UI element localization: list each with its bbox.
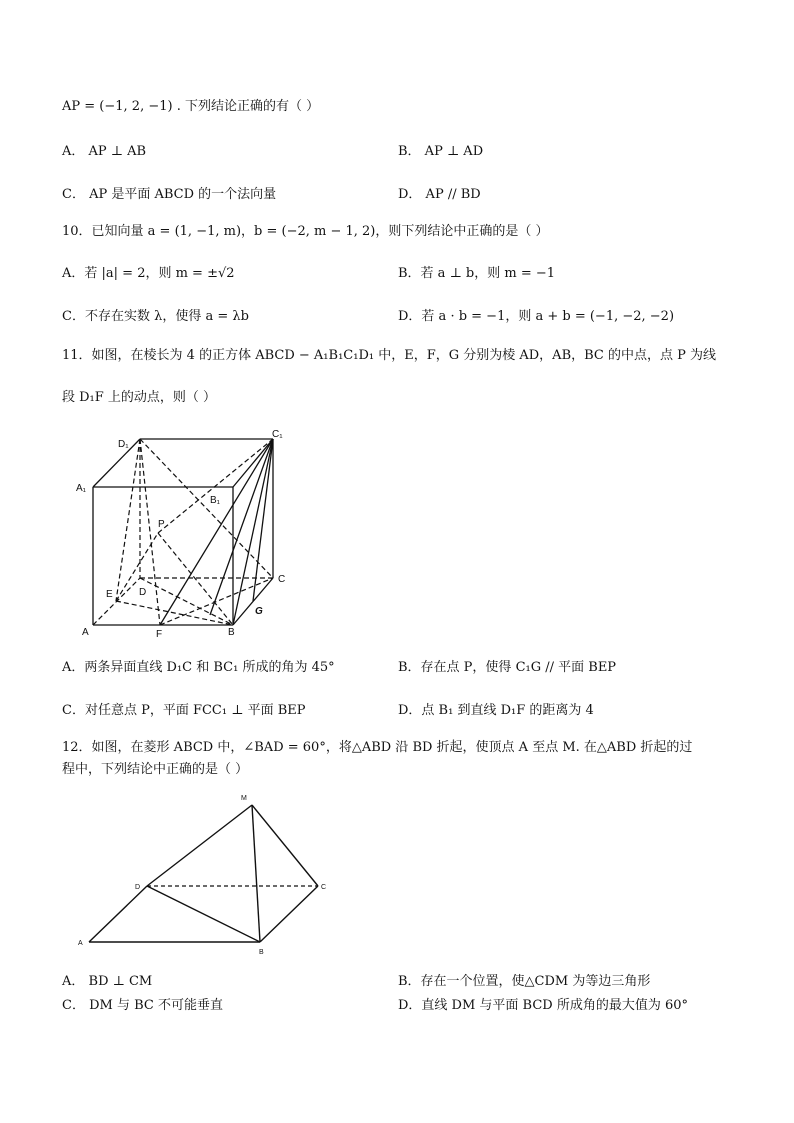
- q10-option-d: D．若 a · b = −1，则 a + b = (−1, −2, −2): [398, 309, 675, 324]
- q11-stem-line2: 段 D₁F 上的动点，则（ ）: [62, 390, 217, 405]
- rhombus-fold-figure: [75, 790, 335, 960]
- label-d1: D₁: [118, 439, 129, 450]
- q12-option-b: B．存在一个位置，使△CDM 为等边三角形: [398, 974, 651, 989]
- label-c1: C₁: [272, 429, 283, 440]
- label-b1: B₁: [210, 495, 221, 506]
- q9-stem: AP = (−1, 2, −1) . 下列结论正确的有（ ）: [62, 99, 320, 114]
- q9-option-b: B． AP ⊥ AD: [398, 144, 484, 159]
- q10-stem: 10．已知向量 a = (1, −1, m)，b = (−2, m − 1, 2)，则下列结论中正确的是（ ）: [62, 224, 549, 239]
- q10-option-a: A．若 |a| = 2，则 m = ±√2: [62, 266, 235, 281]
- label-f: F: [156, 629, 163, 640]
- q11-option-c: C．对任意点 P，平面 FCC₁ ⊥ 平面 BEP: [62, 703, 306, 718]
- label-a: A: [78, 940, 83, 947]
- label-c: C: [321, 884, 327, 891]
- label-d: D: [135, 884, 141, 891]
- q12-stem-line1: 12．如图，在菱形 ABCD 中，∠BAD = 60°，将△ABD 沿 BD 折起，使顶点 A 至点 M. 在△ABD 折起的过: [62, 740, 693, 755]
- q10-option-c: C．不存在实数 λ，使得 a = λb: [62, 309, 249, 324]
- label-e: E: [106, 589, 113, 600]
- q12-option-a: A． BD ⊥ CM: [62, 974, 153, 989]
- q11-stem-line1: 11．如图，在棱长为 4 的正方体 ABCD − A₁B₁C₁D₁ 中，E，F，G 分别为棱 AD，AB，BC 的中点，点 P 为线: [62, 348, 717, 363]
- label-a1: A₁: [76, 483, 87, 494]
- label-d: D: [139, 587, 147, 598]
- label-p: P: [158, 519, 165, 530]
- label-b: B: [228, 627, 235, 638]
- label-a: A: [82, 627, 89, 638]
- q9-option-a: A． AP ⊥ AB: [62, 144, 147, 159]
- label-b: B: [259, 949, 264, 956]
- q10-option-b: B．若 a ⊥ b，则 m = −1: [398, 266, 556, 281]
- q12-option-d: D．直线 DM 与平面 BCD 所成角的最大值为 60°: [398, 998, 689, 1013]
- q12-option-c: C． DM 与 BC 不可能垂直: [62, 998, 223, 1013]
- cube-figure: [60, 425, 300, 647]
- label-m: M: [241, 795, 247, 802]
- label-c: C: [278, 574, 286, 585]
- label-g: G: [255, 606, 263, 617]
- q9-option-c: C． AP 是平面 ABCD 的一个法向量: [62, 187, 277, 202]
- q9-option-d: D． AP // BD: [398, 187, 481, 202]
- q11-option-a: A．两条异面直线 D₁C 和 BC₁ 所成的角为 45°: [62, 660, 335, 675]
- q11-option-b: B．存在点 P，使得 C₁G // 平面 BEP: [398, 660, 617, 675]
- q12-stem-line2: 程中，下列结论中正确的是（ ）: [62, 762, 249, 777]
- q11-option-d: D．点 B₁ 到直线 D₁F 的距离为 4: [398, 703, 594, 718]
